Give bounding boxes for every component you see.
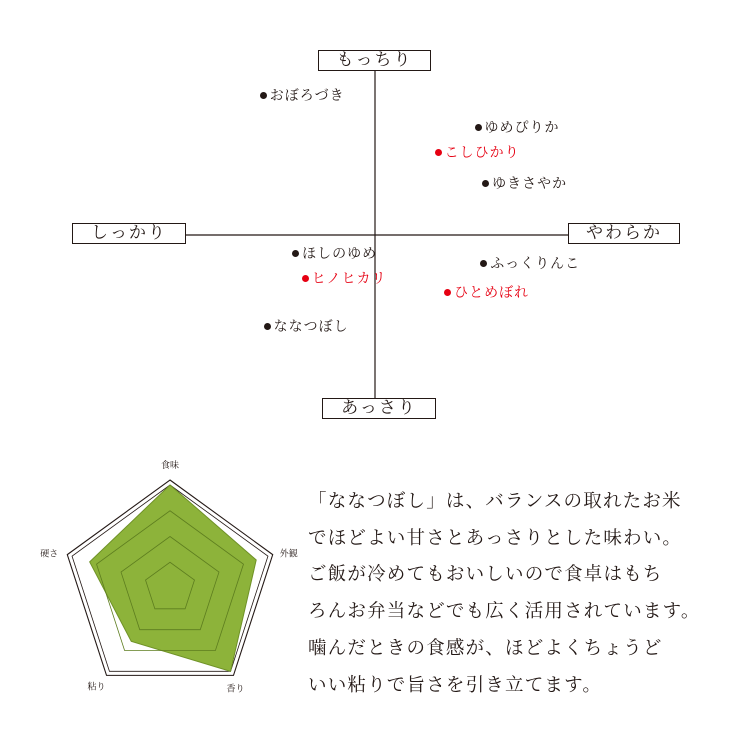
radar-chart <box>40 460 320 700</box>
axis-label-left: しっかり <box>72 223 186 244</box>
point-marker-icon <box>444 289 451 296</box>
variety-point <box>264 319 349 335</box>
description-text <box>308 484 748 704</box>
variety-label: ゆめぴりか <box>484 119 560 136</box>
radar-axis-label: 硬さ <box>40 549 59 560</box>
axis-label-bottom: あっさり <box>322 398 436 419</box>
radar-axis-label: 香り <box>226 684 245 695</box>
point-marker-icon <box>475 124 482 131</box>
point-marker-icon <box>302 275 309 282</box>
variety-point <box>480 256 580 272</box>
point-marker-icon <box>264 323 271 330</box>
variety-label: ゆきさやか <box>492 176 568 192</box>
variety-label: こしひかり <box>444 145 520 162</box>
point-marker-icon <box>292 250 299 257</box>
variety-point <box>475 120 560 136</box>
point-marker-icon <box>482 180 489 187</box>
description-line: 「ななつぼし」は、バランスの取れたお米 <box>308 491 682 512</box>
variety-point <box>292 246 377 262</box>
variety-label: ふっくりんこ <box>490 255 581 272</box>
description-line: でほどよい甘さとあっさりとした味わい。 <box>308 527 683 549</box>
description-line: ご飯が冷めてもおいしいので食卓はもち <box>308 564 663 586</box>
variety-label: ほしのゆめ <box>302 245 378 262</box>
point-marker-icon <box>260 92 267 99</box>
description-line: ろんお弁当などでも広く活用されています。 <box>308 601 701 623</box>
description-line: いい粘りで旨さを引き立てます。 <box>308 674 603 696</box>
axis-label-right: やわらか <box>568 223 680 244</box>
variety-label: おぼろづき <box>269 87 345 104</box>
point-marker-icon <box>435 149 442 156</box>
axis-label-top: もっちり <box>318 50 431 71</box>
variety-label: ヒノヒカリ <box>311 271 387 288</box>
radar-axis-label: 外観 <box>279 549 298 560</box>
radar-axis-label: 食味 <box>160 461 180 471</box>
variety-point <box>435 145 520 161</box>
description-line: 噛んだときの食感が、ほどよくちょうど <box>308 637 663 659</box>
point-marker-icon <box>480 260 487 267</box>
radar-axis-label: 粘り <box>87 682 106 693</box>
variety-point <box>302 271 387 287</box>
variety-point <box>482 176 567 192</box>
variety-point <box>444 285 529 301</box>
variety-label: ひとめぼれ <box>454 284 530 301</box>
variety-point <box>260 88 345 104</box>
variety-label: ななつぼし <box>273 318 349 335</box>
